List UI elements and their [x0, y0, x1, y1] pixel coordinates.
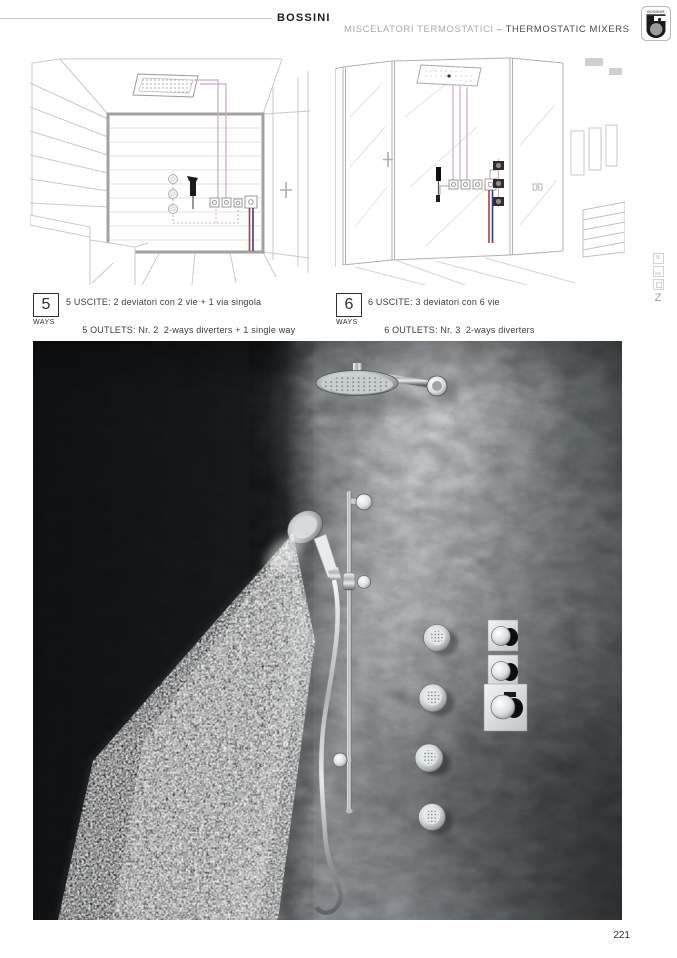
- bossini-logo-icon: [641, 6, 671, 41]
- body-jets: [169, 175, 178, 214]
- page-number: 221: [613, 930, 630, 941]
- small-wall-plate: [533, 184, 542, 190]
- outside-wall-frames: [571, 125, 617, 175]
- wall-controls: [449, 179, 496, 190]
- caption-line-italian: 5 USCITE: 2 deviatori con 2 vie + 1 via singola: [66, 297, 262, 307]
- caption-line-english: 6 OUTLETS: Nr. 3 2-ways diverters: [384, 325, 535, 335]
- hand-shower: [187, 176, 198, 209]
- section-index-tab: [651, 253, 665, 304]
- hot-cold-supply-pipes: [250, 208, 254, 251]
- section-marker-icon: [653, 253, 664, 264]
- logo-wordmark: BOSSINI®: [647, 10, 665, 14]
- glass-enclosure-frame: [335, 58, 563, 267]
- caption-6-ways: [336, 293, 535, 335]
- section-letter: Z: [654, 292, 662, 304]
- subtitle-italian: MISCELATORI TERMOSTATICI: [343, 24, 494, 35]
- section-marker-icon: [653, 279, 664, 290]
- diverter-knob: [488, 655, 518, 686]
- ceiling-shower-head: [417, 65, 481, 86]
- diagram-6-ways-drawing: [335, 55, 625, 285]
- caption-5-ways: [33, 293, 296, 335]
- header-rule: [0, 18, 272, 19]
- ceiling-shower-head: [133, 74, 198, 97]
- caption-line-italian: 6 USCITE: 3 deviatori con 6 vie: [368, 297, 500, 307]
- ceiling-vents: [585, 58, 622, 75]
- body-jets: [493, 161, 504, 206]
- caption-line-english: 5 OUTLETS: Nr. 2 2-ways diverters + 1 single way: [82, 325, 296, 335]
- ways-number-box: 5: [33, 293, 59, 317]
- ways-label: WAYS: [336, 319, 358, 326]
- subtitle-english: THERMOSTATIC MIXERS: [505, 24, 630, 35]
- shower-product-photo: [33, 341, 622, 920]
- thermostatic-control: [484, 684, 527, 731]
- diagram-5-ways-drawing: [30, 55, 310, 285]
- ways-number-box: 6: [336, 293, 362, 317]
- hand-shower: [436, 167, 441, 202]
- diverter-knob: [488, 620, 518, 651]
- section-marker-icon: [653, 266, 664, 277]
- caption-text: [368, 295, 535, 337]
- concrete-texture: [283, 341, 622, 920]
- caption-text: [66, 295, 295, 337]
- ways-label: WAYS: [33, 319, 55, 326]
- page-title: [331, 13, 630, 46]
- shower-opening-frame: [108, 114, 263, 252]
- brand-name: BOSSINI: [277, 12, 331, 24]
- hot-cold-supply-pipes: [489, 190, 493, 243]
- door-handle: [280, 182, 292, 198]
- bench: [583, 202, 625, 257]
- subtitle-separator: –: [496, 24, 503, 35]
- floor-lines: [355, 258, 575, 285]
